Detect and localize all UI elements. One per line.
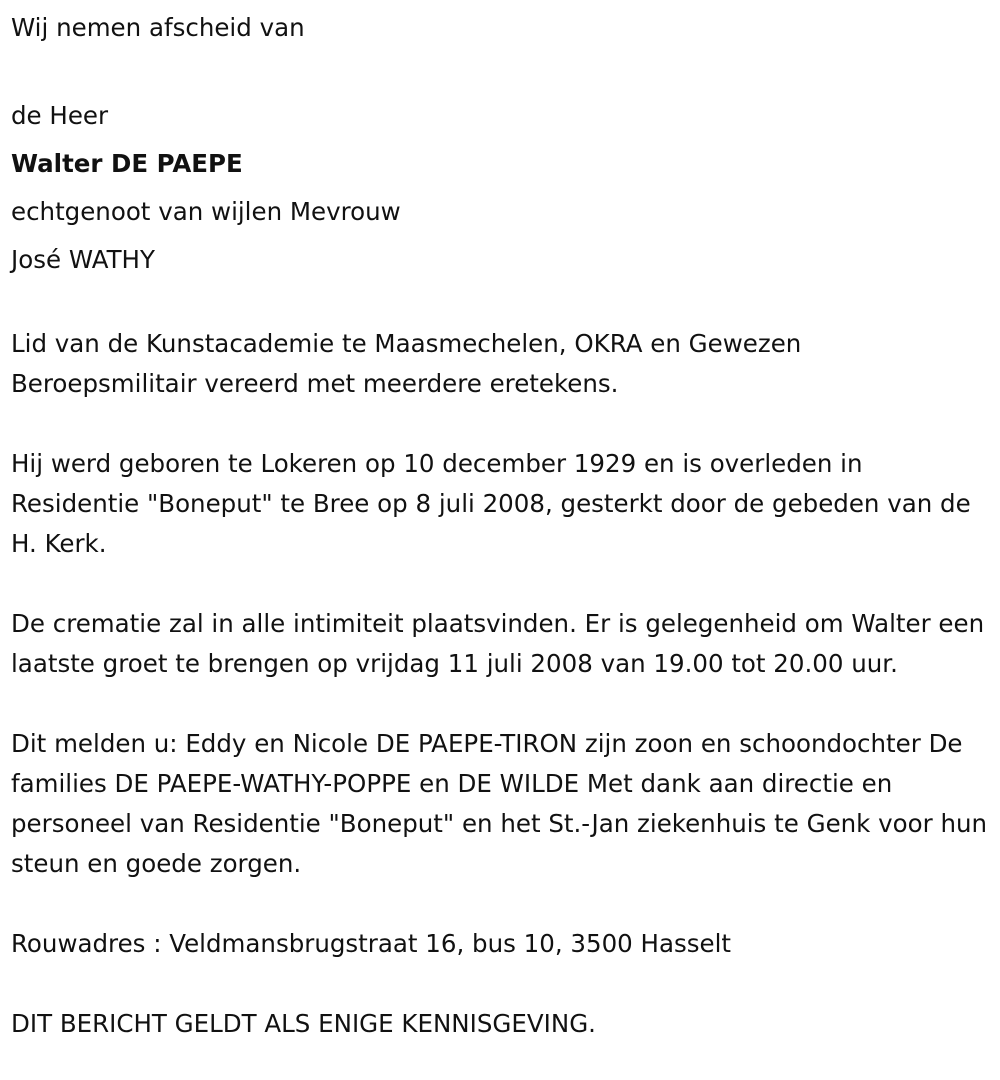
obituary-notice: [11, 4, 991, 1044]
spacer: [11, 964, 991, 1004]
spacer: [11, 564, 991, 604]
closing-line: DIT BERICHT GELDT ALS ENIGE KENNISGEVING.: [11, 1009, 596, 1038]
spouse-name: José WATHY: [11, 245, 155, 274]
spacer: [11, 284, 991, 324]
address-line: Rouwadres : Veldmansbrugstraat 16, bus 10, 3500 Hasselt: [11, 929, 731, 958]
spacer: [11, 884, 991, 924]
spacer: [11, 684, 991, 724]
spouse-line: echtgenoot van wijlen Mevrouw: [11, 197, 401, 226]
salutation: de Heer: [11, 101, 109, 130]
membership-paragraph: Lid van de Kunstacademie te Maasmechelen, OKRA en Gewezen Beroepsmilitair vereerd met meerdere eretekens.: [11, 329, 802, 398]
spacer: [11, 52, 991, 92]
deceased-name: Walter DE PAEPE: [11, 149, 243, 178]
birth-death-paragraph: Hij werd geboren te Lokeren op 10 december 1929 en is overleden in Residentie "Boneput" te Bree op 8 juli 2008, gesterkt door de gebeden van de H. Kerk.: [11, 449, 971, 558]
cremation-paragraph: De crematie zal in alle intimiteit plaatsvinden. Er is gelegenheid om Walter een laatste groet te brengen op vrijdag 11 juli 2008 van 19.00 tot 20.00 uur.: [11, 609, 985, 678]
spacer: [11, 404, 991, 444]
opening-line: Wij nemen afscheid van: [11, 13, 305, 42]
announced-by-paragraph: Dit melden u: Eddy en Nicole DE PAEPE-TIRON zijn zoon en schoondochter De families DE PAEPE-WATHY-POPPE en DE WILDE Met dank aan directie en personeel van Residentie "Boneput" en het St.-Jan ziekenhuis te Genk voor hun steun en goede zorgen.: [11, 729, 988, 878]
